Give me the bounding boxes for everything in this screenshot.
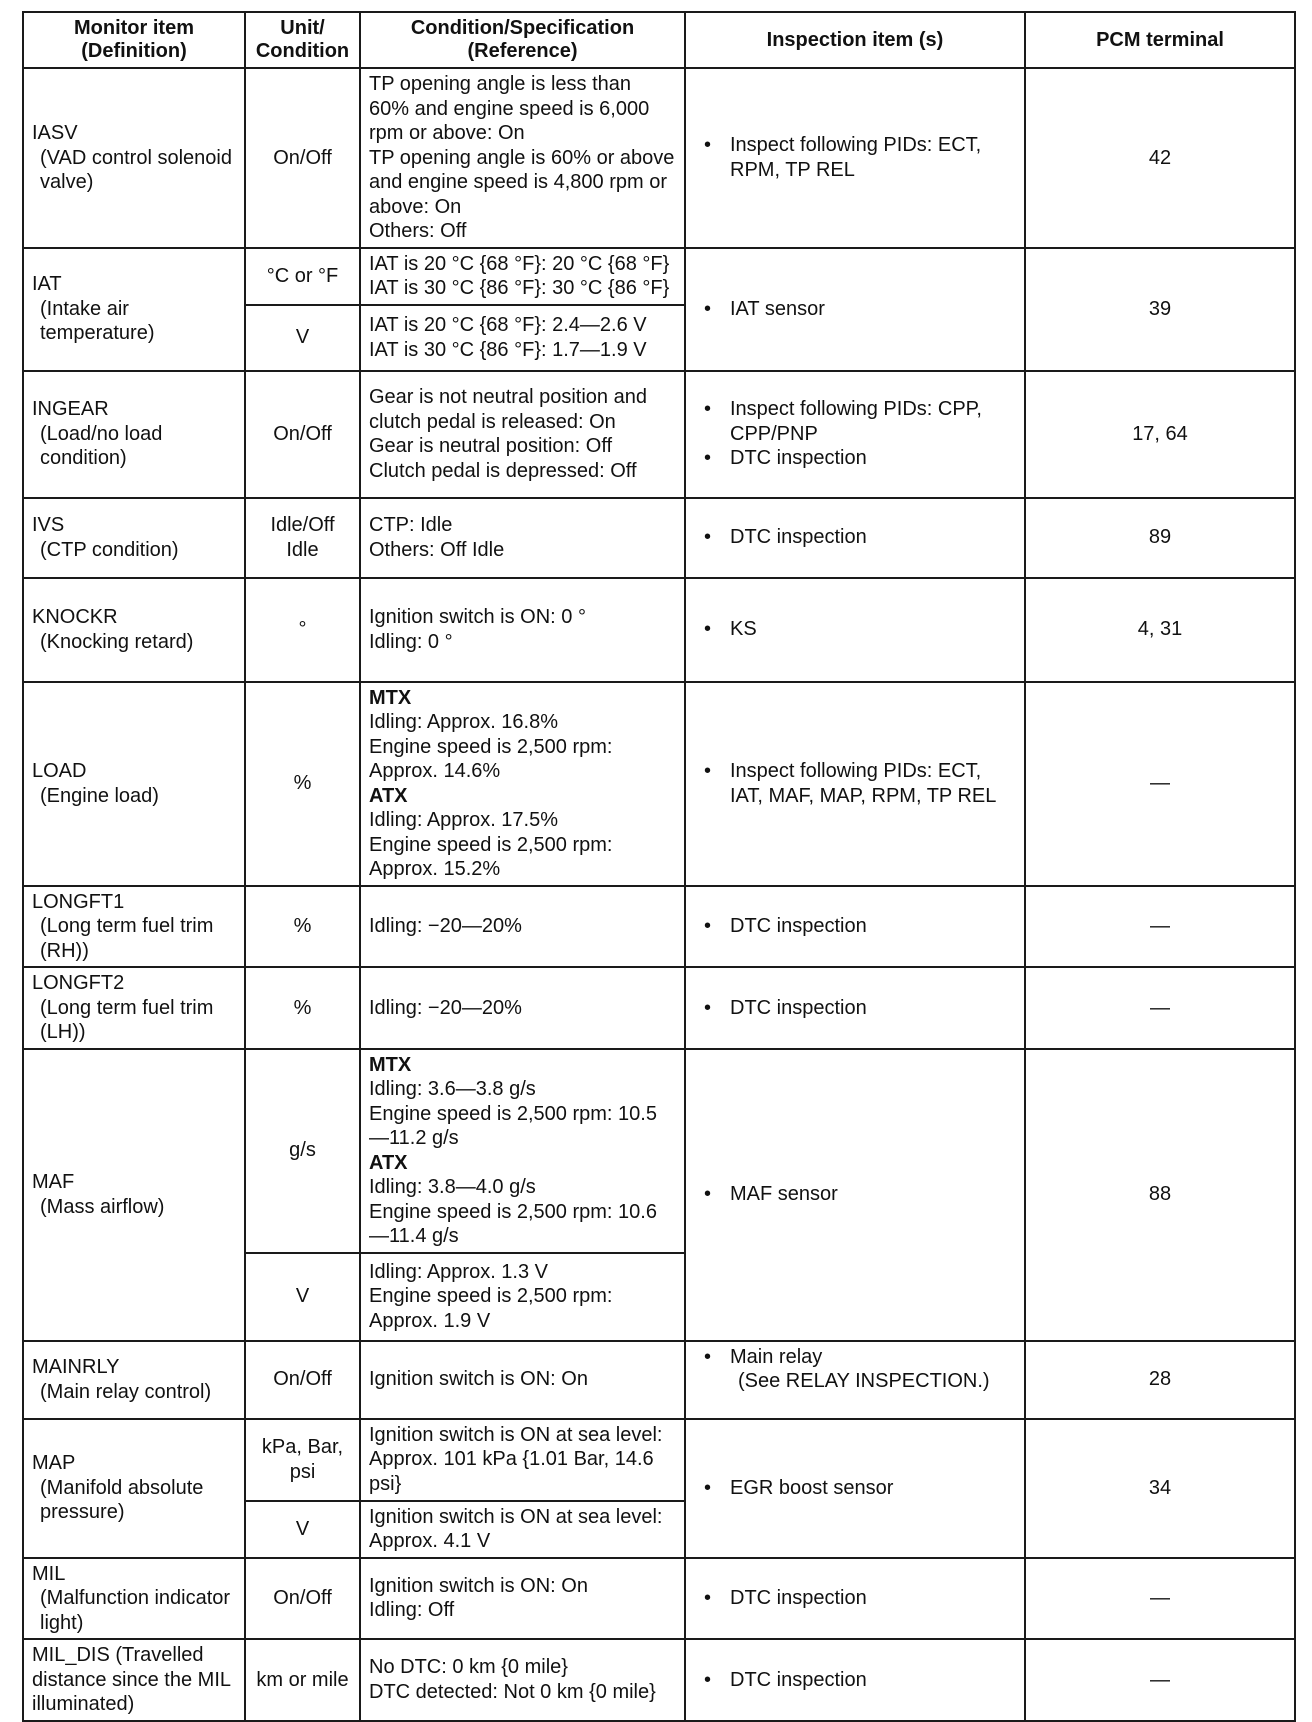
inspection-list-item [694,1345,1016,1394]
condition-specification-cell [360,1049,685,1253]
inspection-item-text: MAF sensor [730,1183,838,1206]
condition-line: Engine speed is 2,500 rpm: Approx. 14.6% [369,735,617,782]
table-row [23,1419,1295,1501]
condition-line: CTP: Idle [369,514,453,536]
condition-heading: ATX [369,784,408,807]
inspection-list-item [694,297,1016,322]
monitor-item-cell [23,886,245,968]
monitor-item-definition: (Engine load) [40,784,159,807]
pcm-terminal-cell: 28 [1025,1341,1295,1419]
condition-line: Idling: Approx. 16.8% [369,711,559,733]
monitor-item-cell [23,1639,245,1721]
monitor-item-name: MIL [32,1562,66,1585]
monitor-item-definition: (Mass airflow) [40,1195,165,1218]
condition-line: Engine speed is 2,500 rpm: 10.6—11.4 g/s [369,1200,657,1247]
condition-specification-cell [360,248,685,305]
condition-line: Idling: −20—20% [369,915,522,937]
unit-condition-cell: % [245,682,360,886]
unit-condition-cell: On/Off [245,1341,360,1419]
unit-condition-cell: On/Off [245,68,360,248]
monitor-item-name: LOAD [32,760,87,782]
unit-condition-cell: °C or °F [245,248,360,305]
table-row [23,578,1295,682]
condition-specification-cell [360,1419,685,1501]
inspection-item-text: DTC inspection [730,526,867,549]
table-row [23,886,1295,968]
inspection-item-text: DTC inspection [730,915,867,937]
monitor-item-cell [23,1419,245,1558]
pcm-terminal-cell: — [1025,1558,1295,1640]
table-row [23,68,1295,248]
header-monitor-item: Monitor item (Definition) [23,12,245,68]
header-inspection-items: Inspection item (s) [685,12,1025,68]
condition-line: TP opening angle is less than 60% and engine speed is 6,000 rpm or above: On [369,73,655,144]
monitor-item-name: MAF [32,1171,75,1193]
condition-line: Gear is not neutral position and clutch pedal is released: On [369,386,653,433]
unit-condition-cell: % [245,967,360,1049]
inspection-item-text: Inspect following PIDs: ECT, RPM, TP REL [730,134,982,181]
condition-specification-cell [360,967,685,1049]
inspection-list [694,996,1016,1021]
unit-condition-cell: kPa, Bar, psi [245,1419,360,1501]
table-row [23,1639,1295,1721]
inspection-item-text: Main relay [730,1345,823,1368]
inspection-list [694,759,1016,808]
condition-specification-cell [360,682,685,886]
condition-line: IAT is 30 °C {86 °F}: 30 °C {86 °F} [369,277,670,299]
monitor-item-definition: (Main relay control) [40,1380,212,1403]
condition-specification-cell [360,1341,685,1419]
inspection-list [694,525,1016,550]
monitor-item-cell [23,248,245,371]
monitor-item-name: IAT [32,273,62,296]
monitor-item-cell [23,682,245,886]
inspection-items-cell [685,68,1025,248]
table-header-row [23,12,1295,68]
inspection-list-item [694,446,1016,471]
unit-condition-cell: ° [245,578,360,682]
condition-specification-cell [360,371,685,498]
inspection-item-text: DTC inspection [730,447,867,470]
monitor-item-name: LONGFT1 [32,890,125,913]
condition-specification-cell [360,1501,685,1558]
inspection-list-item [694,525,1016,550]
unit-condition-cell: V [245,1501,360,1558]
inspection-item-text: DTC inspection [730,1587,867,1609]
condition-specification-cell [360,68,685,248]
monitor-item-name: MAP [32,1452,76,1475]
condition-line: Ignition switch is ON at sea level: Approx. 4.1 V [369,1505,667,1552]
inspection-items-cell [685,498,1025,578]
inspection-list [694,397,1016,471]
condition-specification-cell [360,1253,685,1341]
unit-condition-cell: On/Off [245,371,360,498]
monitor-item-name: IVS [32,514,65,536]
condition-line: TP opening angle is 60% or above and engine speed is 4,800 rpm or above: On [369,146,680,218]
inspection-item-text: DTC inspection [730,996,867,1019]
condition-line: Idling: −20—20% [369,996,522,1019]
condition-line: Idling: Off [369,1599,455,1622]
monitor-item-table [22,11,1296,1722]
monitor-item-cell [23,967,245,1049]
monitor-item-name: KNOCKR [32,606,118,628]
pcm-terminal-cell: 88 [1025,1049,1295,1341]
inspection-items-cell [685,886,1025,968]
header-pcm-terminal: PCM terminal [1025,12,1295,68]
inspection-items-cell [685,1049,1025,1341]
inspection-items-cell [685,1341,1025,1419]
unit-condition-cell: g/s [245,1049,360,1253]
inspection-list-item [694,759,1016,808]
spec-document [22,11,1294,1722]
monitor-item-cell [23,1558,245,1640]
condition-specification-cell [360,1558,685,1640]
pcm-terminal-cell: 4, 31 [1025,578,1295,682]
condition-line: Others: Off Idle [369,538,505,561]
inspection-list-item [694,1182,1016,1207]
condition-heading: MTX [369,1053,412,1076]
inspection-items-cell [685,1639,1025,1721]
table-row [23,248,1295,305]
monitor-item-definition: (Long term fuel trim (LH)) [40,996,214,1043]
monitor-item-definition: (Long term fuel trim (RH)) [40,915,214,962]
header-condition-specification: Condition/Specification (Reference) [360,12,685,68]
table-row [23,371,1295,498]
inspection-list-item [694,914,1016,939]
condition-line: Idling: Approx. 1.3 V [369,1260,549,1283]
inspection-item-text: Inspect following PIDs: CPP, CPP/PNP [730,398,982,445]
unit-condition-cell: V [245,1253,360,1341]
condition-line: IAT is 20 °C {68 °F}: 2.4—2.6 V [369,314,647,336]
inspection-item-text: EGR boost sensor [730,1476,894,1499]
inspection-list [694,1182,1016,1207]
monitor-item-cell [23,1049,245,1341]
inspection-items-cell [685,1419,1025,1558]
pcm-terminal-cell: 17, 64 [1025,371,1295,498]
monitor-item-definition: (CTP condition) [40,538,179,561]
inspection-list [694,914,1016,939]
pcm-terminal-cell: 42 [1025,68,1295,248]
table-row [23,967,1295,1049]
inspection-list-item [694,996,1016,1021]
inspection-item-note: (See RELAY INSPECTION.) [738,1370,990,1392]
inspection-list [694,1476,1016,1501]
inspection-list [694,617,1016,642]
table-row [23,1558,1295,1640]
inspection-item-text: DTC inspection [730,1668,867,1691]
table-body [23,68,1295,1721]
condition-line: Idling: 3.8—4.0 g/s [369,1176,536,1198]
condition-line: Clutch pedal is depressed: Off [369,459,637,482]
pcm-terminal-cell: — [1025,682,1295,886]
monitor-item-cell [23,498,245,578]
inspection-list [694,133,1016,182]
condition-line: Gear is neutral position: Off [369,435,613,457]
condition-line: Ignition switch is ON: On [369,1574,588,1597]
condition-specification-cell [360,498,685,578]
condition-specification-cell [360,886,685,968]
inspection-items-cell [685,578,1025,682]
inspection-item-text: Inspect following PIDs: ECT, IAT, MAF, MAP, RPM, TP REL [730,760,997,807]
condition-line: Engine speed is 2,500 rpm: Approx. 15.2% [369,833,617,880]
condition-heading: ATX [369,1151,408,1174]
condition-line: Idling: 0 ° [369,630,453,653]
condition-specification-cell [360,305,685,371]
monitor-item-definition: (VAD control solenoid valve) [40,146,232,193]
monitor-item-definition: (Malfunction indicator light) [40,1587,231,1634]
unit-condition-cell: km or mile [245,1639,360,1721]
condition-specification-cell [360,1639,685,1721]
header-unit-condition: Unit/ Condition [245,12,360,68]
inspection-items-cell [685,371,1025,498]
condition-line: Engine speed is 2,500 rpm: 10.5—11.2 g/s [369,1102,657,1149]
monitor-item-cell [23,578,245,682]
table-row [23,682,1295,886]
pcm-terminal-cell: — [1025,967,1295,1049]
condition-line: Ignition switch is ON: 0 ° [369,606,586,628]
pcm-terminal-cell: 39 [1025,248,1295,371]
monitor-item-name: LONGFT2 [32,972,125,994]
pcm-terminal-cell: 34 [1025,1419,1295,1558]
condition-heading: MTX [369,686,412,709]
monitor-item-cell [23,68,245,248]
monitor-item-name: MIL_DIS [32,1644,110,1666]
inspection-list-item [694,1668,1016,1693]
unit-condition-cell: On/Off [245,1558,360,1640]
inspection-list-item [694,133,1016,182]
condition-line: DTC detected: Not 0 km {0 mile} [369,1680,656,1703]
pcm-terminal-cell: — [1025,886,1295,968]
unit-condition-cell: Idle/Off Idle [245,498,360,578]
inspection-list-item [694,617,1016,642]
inspection-list [694,1345,1016,1394]
inspection-item-text: IAT sensor [730,297,825,320]
pcm-terminal-cell: 89 [1025,498,1295,578]
inspection-list [694,1668,1016,1693]
table-row [23,498,1295,578]
table-row [23,1341,1295,1419]
monitor-item-cell [23,371,245,498]
unit-condition-cell: V [245,305,360,371]
condition-line: Idling: Approx. 17.5% [369,809,559,831]
monitor-item-definition: (Knocking retard) [40,630,194,653]
inspection-list [694,1586,1016,1611]
inspection-items-cell [685,1558,1025,1640]
monitor-item-name: IASV [32,122,78,144]
condition-line: Idling: 3.6—3.8 g/s [369,1078,536,1100]
inspection-item-text: KS [730,618,757,641]
inspection-list-item [694,1586,1016,1611]
unit-condition-cell: % [245,886,360,968]
inspection-items-cell [685,682,1025,886]
monitor-item-definition: (Intake air temperature) [40,297,155,345]
monitor-item-name: INGEAR [32,398,109,421]
monitor-item-cell [23,1341,245,1419]
inspection-list [694,297,1016,322]
condition-line: Others: Off [369,220,467,242]
condition-line: IAT is 20 °C {68 °F}: 20 °C {68 °F} [369,252,670,275]
monitor-item-name: MAINRLY [32,1356,120,1378]
inspection-items-cell [685,248,1025,371]
inspection-list-item [694,397,1016,446]
monitor-item-definition: (Load/no load condition) [40,422,163,470]
condition-line: No DTC: 0 km {0 mile} [369,1656,568,1679]
condition-line: Ignition switch is ON at sea level: Approx. 101 kPa {1.01 Bar, 14.6 psi} [369,1423,667,1495]
condition-specification-cell [360,578,685,682]
table-row [23,1049,1295,1253]
condition-line: Ignition switch is ON: On [369,1368,588,1391]
condition-line: IAT is 30 °C {86 °F}: 1.7—1.9 V [369,338,647,361]
monitor-item-definition: (Manifold absolute pressure) [40,1476,204,1524]
condition-line: Engine speed is 2,500 rpm: Approx. 1.9 V [369,1285,617,1332]
pcm-terminal-cell: — [1025,1639,1295,1721]
monitor-item-definition: (Travelled distance since the MIL illuminated) [32,1644,231,1715]
inspection-items-cell [685,967,1025,1049]
inspection-list-item [694,1476,1016,1501]
